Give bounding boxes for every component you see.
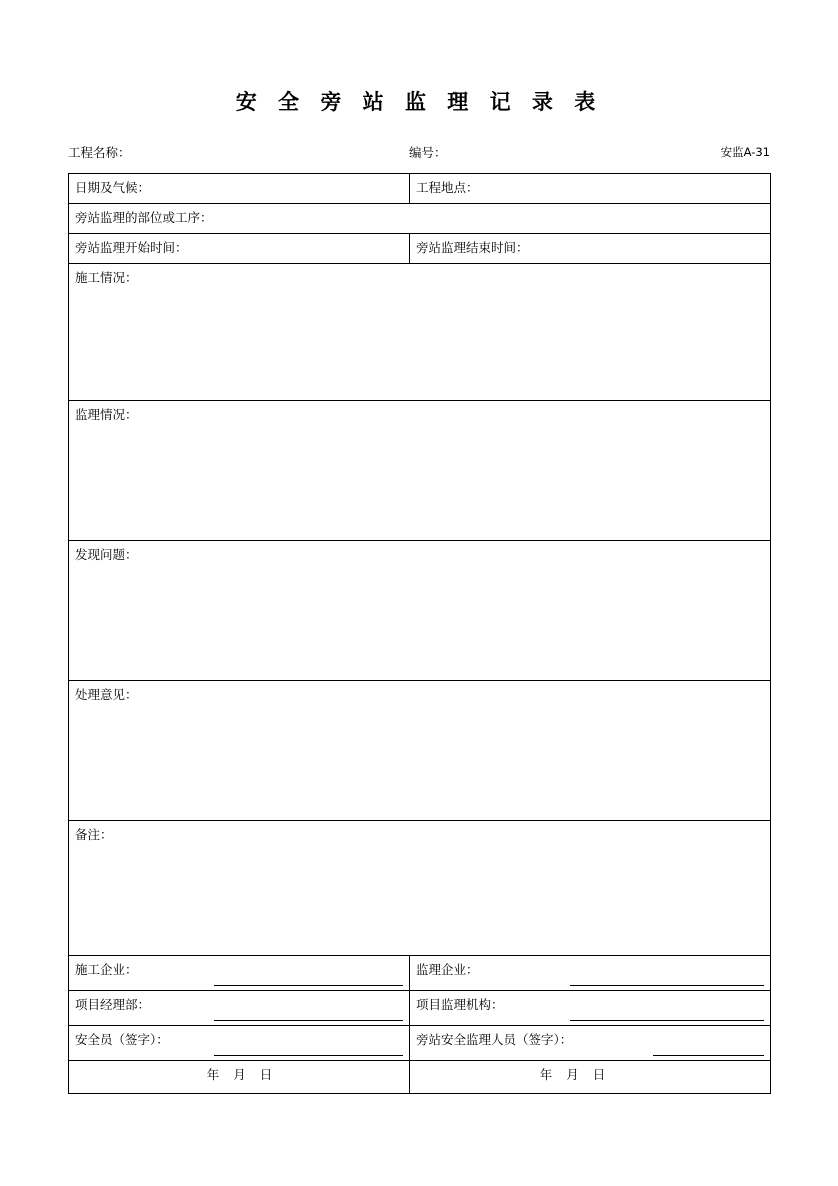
date-left-cell[interactable] — [69, 1061, 410, 1094]
date-weather-cell[interactable]: 日期及气候： — [69, 174, 410, 204]
table-row — [69, 264, 771, 401]
supervision-situation-cell[interactable]: 监理情况： — [69, 401, 771, 541]
project-supervision-org-label: 项目监理机构： — [416, 997, 504, 1012]
date-left-text: 年 月 日 — [206, 1067, 278, 1082]
date-right-cell[interactable] — [410, 1061, 771, 1094]
remarks-cell[interactable]: 备注： — [69, 821, 771, 956]
header-fields — [68, 143, 770, 161]
page-title: 安 全 旁 站 监 理 记 录 表 — [235, 90, 603, 114]
signature-line — [214, 1020, 403, 1021]
signature-line — [214, 1055, 403, 1056]
safety-officer-label: 安全员（签字）： — [75, 1032, 169, 1047]
form-number: 安监A-31 — [720, 145, 770, 159]
signature-line — [570, 985, 764, 986]
signature-line — [570, 1020, 764, 1021]
site-safety-supervisor-cell[interactable] — [410, 1026, 771, 1061]
construction-company-label: 施工企业： — [75, 962, 138, 977]
project-manager-dept-label: 项目经理部： — [75, 997, 151, 1012]
part-or-process-cell[interactable]: 旁站监理的部位或工序： — [69, 204, 771, 234]
project-name-label: 工程名称： — [68, 145, 131, 160]
end-time-cell[interactable]: 旁站监理结束时间： — [410, 234, 771, 264]
table-row — [69, 991, 771, 1026]
record-table — [68, 173, 771, 1094]
signature-line — [214, 985, 403, 986]
table-row — [69, 234, 771, 264]
construction-company-cell[interactable] — [69, 956, 410, 991]
table-row — [69, 681, 771, 821]
table-row — [69, 821, 771, 956]
supervision-company-label: 监理企业： — [416, 962, 479, 977]
start-time-cell[interactable]: 旁站监理开始时间： — [69, 234, 410, 264]
table-row — [69, 174, 771, 204]
location-cell[interactable]: 工程地点： — [410, 174, 771, 204]
table-row — [69, 401, 771, 541]
table-row — [69, 204, 771, 234]
project-manager-dept-cell[interactable] — [69, 991, 410, 1026]
safety-officer-cell[interactable] — [69, 1026, 410, 1061]
supervision-company-cell[interactable] — [410, 956, 771, 991]
table-row — [69, 541, 771, 681]
table-row — [69, 1026, 771, 1061]
site-safety-supervisor-label: 旁站安全监理人员（签字）： — [416, 1032, 573, 1047]
table-row — [69, 956, 771, 991]
handling-opinion-cell[interactable]: 处理意见： — [69, 681, 771, 821]
date-right-text: 年 月 日 — [539, 1067, 611, 1082]
project-supervision-org-cell[interactable] — [410, 991, 771, 1026]
problems-found-cell[interactable]: 发现问题： — [69, 541, 771, 681]
construction-situation-cell[interactable]: 施工情况： — [69, 264, 771, 401]
signature-line — [653, 1055, 764, 1056]
code-label: 编号： — [409, 145, 447, 160]
table-row — [69, 1061, 771, 1094]
